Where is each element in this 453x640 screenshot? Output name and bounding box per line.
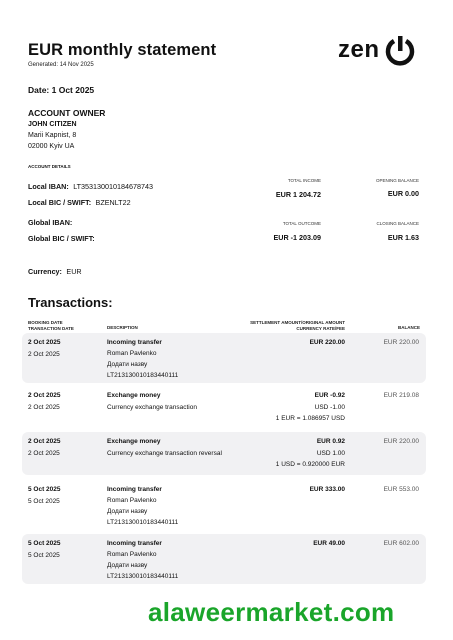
total-outcome-value: EUR -1 203.09 <box>273 233 321 242</box>
total-income-label: TOTAL INCOME <box>287 178 321 183</box>
transaction-date: 2 Oct 2025 <box>28 351 60 358</box>
description-line: Currency exchange transaction <box>107 404 197 411</box>
table-row <box>22 534 426 584</box>
transaction-date: 2 Oct 2025 <box>28 450 60 457</box>
balance-value: EUR 553.00 <box>383 486 419 493</box>
total-income-value: EUR 1 204.72 <box>275 190 321 199</box>
total-outcome-label: TOTAL OUTCOME <box>282 221 321 226</box>
description-line: Roman Pavlenko <box>107 350 157 357</box>
transaction-date: 5 Oct 2025 <box>28 552 60 559</box>
original-amount: USD 1.00 <box>316 450 345 457</box>
local-bic-value: BZENLT22 <box>95 198 131 207</box>
description-line: Додати назву <box>107 562 148 569</box>
booking-date: 5 Oct 2025 <box>28 486 61 493</box>
currency-rate: 1 EUR = 1.086957 USD <box>275 415 345 422</box>
col-booking-date: BOOKING DATE <box>28 320 63 325</box>
statement-title: EUR monthly statement <box>28 41 217 59</box>
owner-heading: ACCOUNT OWNER <box>28 108 106 118</box>
zen-ring-icon <box>384 34 416 66</box>
transaction-type: Incoming transfer <box>107 486 162 493</box>
table-row <box>22 432 426 475</box>
description-line: LT213130010183440111 <box>107 573 179 580</box>
balance-value: EUR 602.00 <box>383 540 419 547</box>
local-iban-value: LT353130010184678743 <box>73 182 153 191</box>
account-details-heading: ACCOUNT DETAILS <box>28 164 71 169</box>
col-header-dates <box>28 320 74 331</box>
local-bic-label: Local BIC / SWIFT: <box>28 198 92 207</box>
description-line: LT213130010183440111 <box>107 519 179 526</box>
col-settlement: SETTLEMENT AMOUNT/ORIGINAL AMOUNT <box>250 320 345 325</box>
global-iban-label: Global IBAN: <box>28 218 73 227</box>
settlement-amount: EUR 333.00 <box>309 486 345 493</box>
owner-name: JOHN CITIZEN <box>28 121 77 128</box>
balance-value: EUR 219.08 <box>383 392 419 399</box>
transaction-type: Exchange money <box>107 438 161 445</box>
local-bic <box>28 192 131 210</box>
logo-text: zen <box>338 36 380 63</box>
booking-date: 2 Oct 2025 <box>28 438 61 445</box>
transaction-type: Incoming transfer <box>107 540 162 547</box>
booking-date: 2 Oct 2025 <box>28 392 61 399</box>
opening-balance-label: OPENING BALANCE <box>375 178 419 183</box>
settlement-amount: EUR 0.92 <box>316 438 345 445</box>
generated-date: Generated: 14 Nov 2025 <box>28 62 94 68</box>
balance-value: EUR 220.00 <box>383 339 419 346</box>
col-balance: BALANCE <box>398 325 420 330</box>
transactions-title: Transactions: <box>28 295 113 310</box>
description-line: Roman Pavlenko <box>107 551 157 558</box>
col-currency-rate: CURRENCY RATE/FEE <box>296 325 345 331</box>
original-amount: USD -1.00 <box>314 404 345 411</box>
transaction-date: 5 Oct 2025 <box>28 498 60 505</box>
settlement-amount: EUR 220.00 <box>309 339 345 346</box>
local-iban-label: Local IBAN: <box>28 182 69 191</box>
owner-address-line1: Marii Kapnist, 8 <box>28 132 77 139</box>
balance-value: EUR 220.00 <box>383 438 419 445</box>
closing-balance-value: EUR 1.63 <box>387 233 419 242</box>
currency-label: Currency: <box>28 267 62 276</box>
transaction-date: 2 Oct 2025 <box>28 404 60 411</box>
description-line: Додати назву <box>107 508 148 515</box>
description-line: LT213130010183440111 <box>107 372 179 379</box>
currency-line <box>28 261 82 279</box>
closing-balance-label: CLOSING BALANCE <box>376 221 419 226</box>
description-line: Додати назву <box>107 361 148 368</box>
currency-value: EUR <box>66 267 82 276</box>
col-transaction-date: TRANSACTION DATE <box>28 325 74 331</box>
owner-address-line2: 02000 Kyiv UA <box>28 143 75 150</box>
global-bic-label: Global BIC / SWIFT: <box>28 234 95 243</box>
col-header-settlement <box>250 320 345 331</box>
settlement-amount: EUR 49.00 <box>313 540 345 547</box>
transaction-type: Exchange money <box>107 392 161 399</box>
zen-logo <box>338 34 416 66</box>
booking-date: 2 Oct 2025 <box>28 339 61 346</box>
settlement-amount: EUR -0.92 <box>314 392 345 399</box>
table-row <box>22 333 426 383</box>
description-line: Currency exchange transaction reversal <box>107 450 222 457</box>
statement-date: Date: 1 Oct 2025 <box>28 85 95 95</box>
watermark-text: alaweermarket.com <box>148 597 395 627</box>
transaction-type: Incoming transfer <box>107 339 162 346</box>
col-description: DESCRIPTION <box>107 325 138 330</box>
opening-balance-value: EUR 0.00 <box>387 189 419 198</box>
booking-date: 5 Oct 2025 <box>28 540 61 547</box>
currency-rate: 1 USD = 0.920000 EUR <box>275 461 345 468</box>
description-line: Roman Pavlenko <box>107 497 157 504</box>
